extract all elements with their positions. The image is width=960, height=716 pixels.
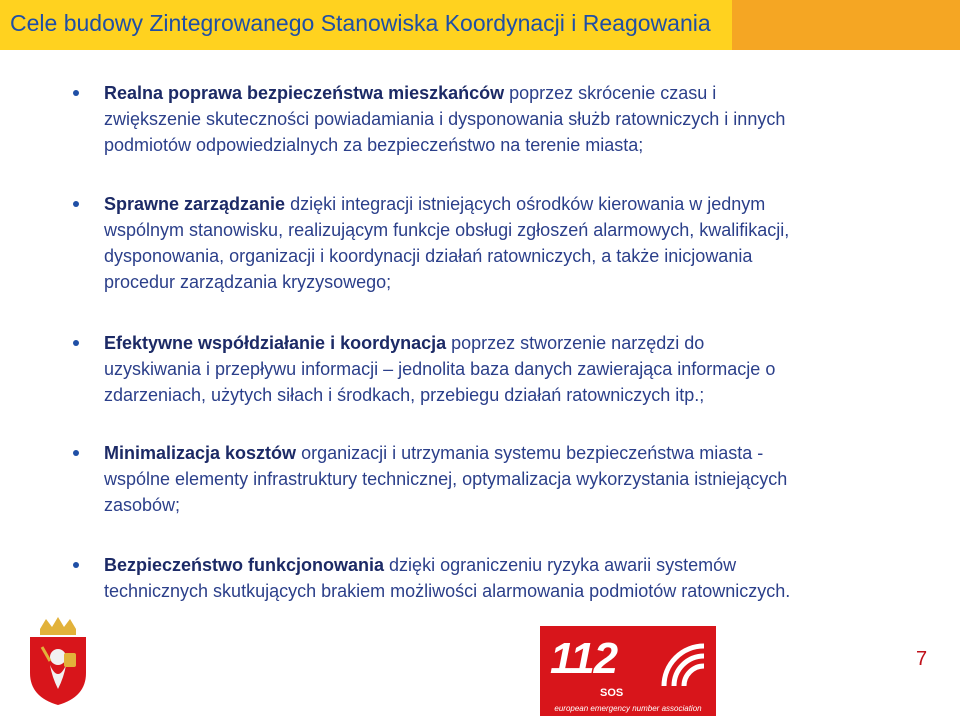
bullet-text: dysponowania, organizacji i koordynacji działań ratowniczych, a także inicjowania bbox=[104, 246, 753, 266]
bullet-text: zdarzeniach, użytych siłach i środkach, przebiegu działań ratowniczych itp.; bbox=[104, 385, 705, 405]
logo-sos: SOS bbox=[600, 687, 624, 699]
bullet-item bbox=[73, 440, 923, 518]
bullet-text: zwiększenie skuteczności powiadamiania i dysponowania służb ratowniczych i innych bbox=[104, 109, 786, 129]
bullet-dot-icon bbox=[73, 201, 79, 207]
bullet-text: poprzez stworzenie narzędzi do bbox=[446, 333, 705, 353]
signal-waves-icon bbox=[658, 632, 712, 692]
bullet-text: zasobów; bbox=[104, 495, 181, 515]
bullet-heading: Minimalizacja kosztów bbox=[104, 443, 297, 463]
logo-number: 112 bbox=[550, 634, 618, 683]
bullet-item bbox=[73, 80, 923, 158]
bullet-text: dzięki ograniczeniu ryzyka awarii systemów bbox=[384, 555, 737, 575]
title-bar bbox=[0, 0, 960, 50]
bullet-dot-icon bbox=[73, 340, 79, 346]
bullet-item bbox=[73, 191, 923, 295]
bullet-heading: Bezpieczeństwo funkcjonowania bbox=[104, 555, 385, 575]
title-bar-accent bbox=[732, 0, 960, 50]
bullet-text: dzięki integracji istniejących ośrodków kierowania w jednym bbox=[285, 194, 766, 214]
bullet-text: organizacji i utrzymania systemu bezpieczeństwa miasta - bbox=[296, 443, 764, 463]
bullet-text: wspólne elementy infrastruktury technicznej, optymalizacja wykorzystania istniejących bbox=[104, 469, 788, 489]
bullet-text: uzyskiwania i przepływu informacji – jednolita baza danych zawierająca informacje o bbox=[104, 359, 776, 379]
bullet-text: technicznych skutkujących brakiem możliwości alarmowania podmiotów ratowniczych. bbox=[104, 581, 791, 601]
bullet-text: podmiotów odpowiedzialnych za bezpieczeństwo na terenie miasta; bbox=[104, 135, 644, 155]
bullet-heading: Realna poprawa bezpieczeństwa mieszkańców bbox=[104, 83, 505, 103]
bullet-text: poprzez skrócenie czasu i bbox=[504, 83, 717, 103]
bullet-heading: Efektywne współdziałanie i koordynacja bbox=[104, 333, 447, 353]
bullet-item bbox=[73, 552, 923, 604]
slide-title: Cele budowy Zintegrowanego Stanowiska Koordynacji i Reagowania bbox=[10, 10, 711, 36]
bullet-item bbox=[73, 330, 923, 408]
page-number: 7 bbox=[916, 648, 928, 670]
logo-association: european emergency number association bbox=[554, 704, 702, 713]
bullet-dot-icon bbox=[73, 90, 79, 96]
bullet-text: procedur zarządzania kryzysowego; bbox=[104, 272, 392, 292]
bullet-dot-icon bbox=[73, 562, 79, 568]
bullet-text: wspólnym stanowisku, realizującym funkcje obsługi zgłoszeń alarmowych, kwalifikacji, bbox=[104, 220, 790, 240]
warsaw-coat-of-arms-icon bbox=[26, 617, 90, 705]
bullet-heading: Sprawne zarządzanie bbox=[104, 194, 286, 214]
emergency-112-logo bbox=[540, 626, 716, 716]
bullet-dot-icon bbox=[73, 450, 79, 456]
